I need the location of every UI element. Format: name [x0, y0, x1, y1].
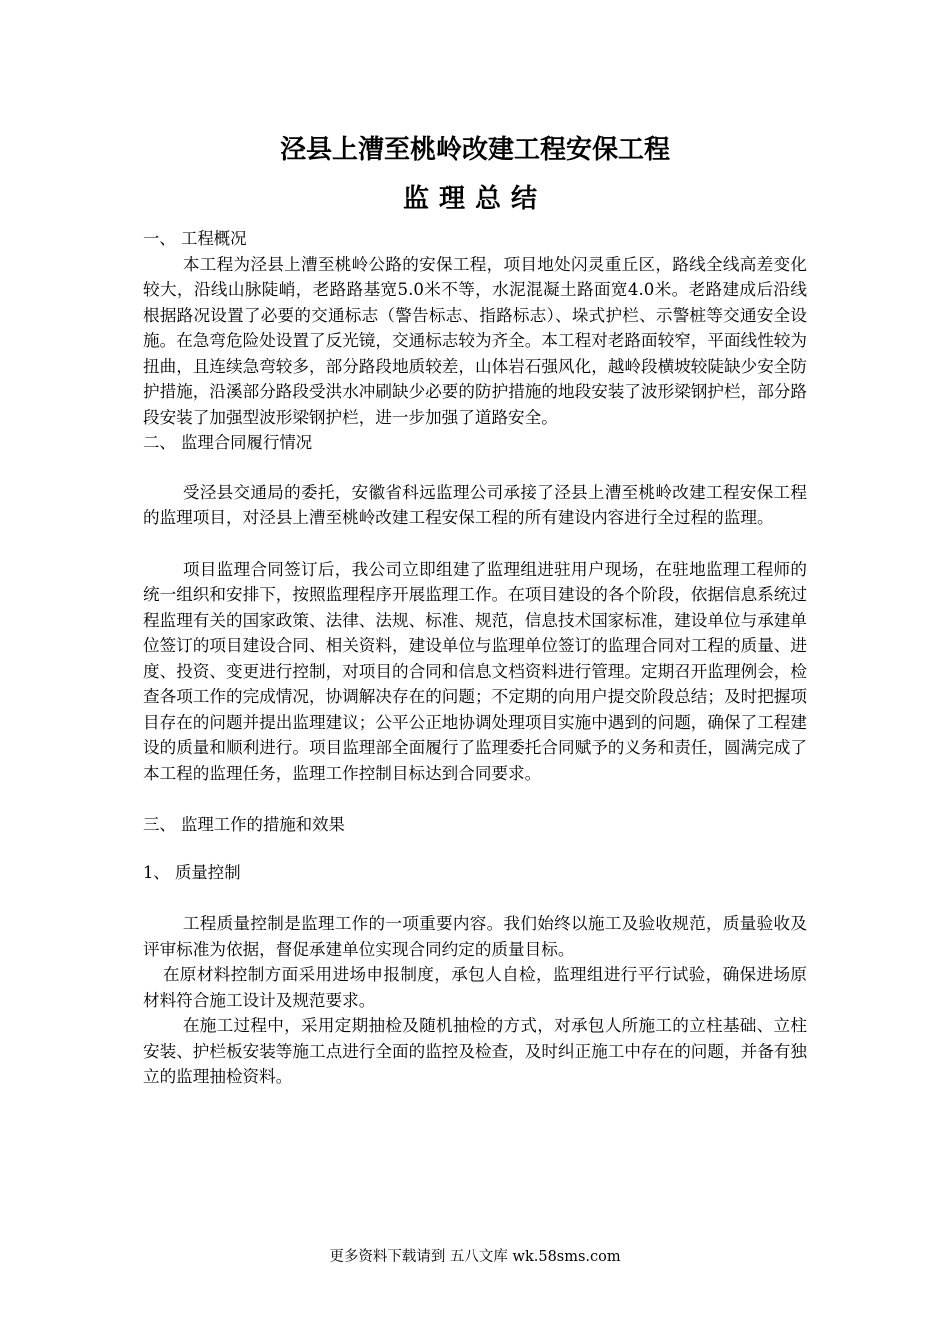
page-footer: 更多资料下载请到 五八文库 wk.58sms.com	[329, 1249, 621, 1265]
document-subtitle: 监理总结	[402, 184, 547, 214]
section-2-paragraph-2: 项目监理合同签订后，我公司立即组建了监理组进驻用户现场，在驻地监理工程师的统一组织和安排下，按照监理程序开展监理工作。在项目建设的各个阶段，依据信息系统过程监理有关的国家政策、法律、法规、标准、规范，信息技术国家标准，建设单位与承建单位签订的项目建设合同、相关资料，建设单位与监理单位签订的监理合同对工程的质量、进度、投资、变更进行控制，对项目的合同和信息文档资料进行管理。定期召开监理例会，检查各项工作的完成情况，协调解决存在的问题；不定期的向用户提交阶段总结；及时把握项目存在的问题并提出监理建议；公平公正地协调处理项目实施中遇到的问题，确保了工程建设的质量和顺利进行。项目监理部全面履行了监理委托合同赋予的义务和责任，圆满完成了本工程的监理任务，监理工作控制目标达到合同要求。	[143, 559, 807, 783]
section-1-heading: 一、 工程概况	[143, 229, 247, 248]
document-body	[143, 226, 807, 1090]
section-2-heading: 二、 监理合同履行情况	[143, 433, 313, 452]
section-3-paragraph-1: 工程质量控制是监理工作的一项重要内容。我们始终以施工及验收规范，质量验收及评审标准为依据，督促承建单位实现合同约定的质量目标。	[143, 914, 807, 959]
section-3-1-heading: 1、 质量控制	[143, 862, 241, 882]
section-3-paragraph-2: 在原材料控制方面采用进场申报制度，承包人自检，监理组进行平行试验，确保进场原材料符合施工设计及规范要求。	[143, 965, 807, 1010]
section-3-heading: 三、 监理工作的措施和效果	[143, 815, 345, 834]
document-title: 泾县上漕至桃岭改建工程安保工程	[279, 135, 670, 165]
section-1-paragraph-1: 本工程为泾县上漕至桃岭公路的安保工程，项目地处闪灵重丘区，路线全线高差变化较大，沿线山脉陡峭，老路路基宽5.0米不等，水泥混凝土路面宽4.0米。老路建成后沿线根据路况设置了必要的交通标志（警告标志、指路标志）、垛式护栏、示警桩等交通安全设施。在急弯危险处设置了反光镜，交通标志较为齐全。本工程对老路面较窄，平面线性较为扭曲，且连续急弯较多，部分路段地质较差，山体岩石强风化，越岭段横坡较陡缺少安全防护措施，沿溪部分路段受洪水冲刷缺少必要的防护措施的地段安装了波形梁钢护栏，部分路段安装了加强型波形梁钢护栏，进一步加强了道路安全。	[143, 254, 807, 427]
section-3-paragraph-3: 在施工过程中，采用定期抽检及随机抽检的方式，对承包人所施工的立柱基础、立柱安装、护栏板安装等施工点进行全面的监控及检查，及时纠正施工中存在的问题，并备有独立的监理抽检资料。	[143, 1016, 807, 1086]
section-2-paragraph-1: 受泾县交通局的委托，安徽省科远监理公司承接了泾县上漕至桃岭改建工程安保工程的监理项目，对泾县上漕至桃岭改建工程安保工程的所有建设内容进行全过程的监理。	[143, 482, 807, 527]
